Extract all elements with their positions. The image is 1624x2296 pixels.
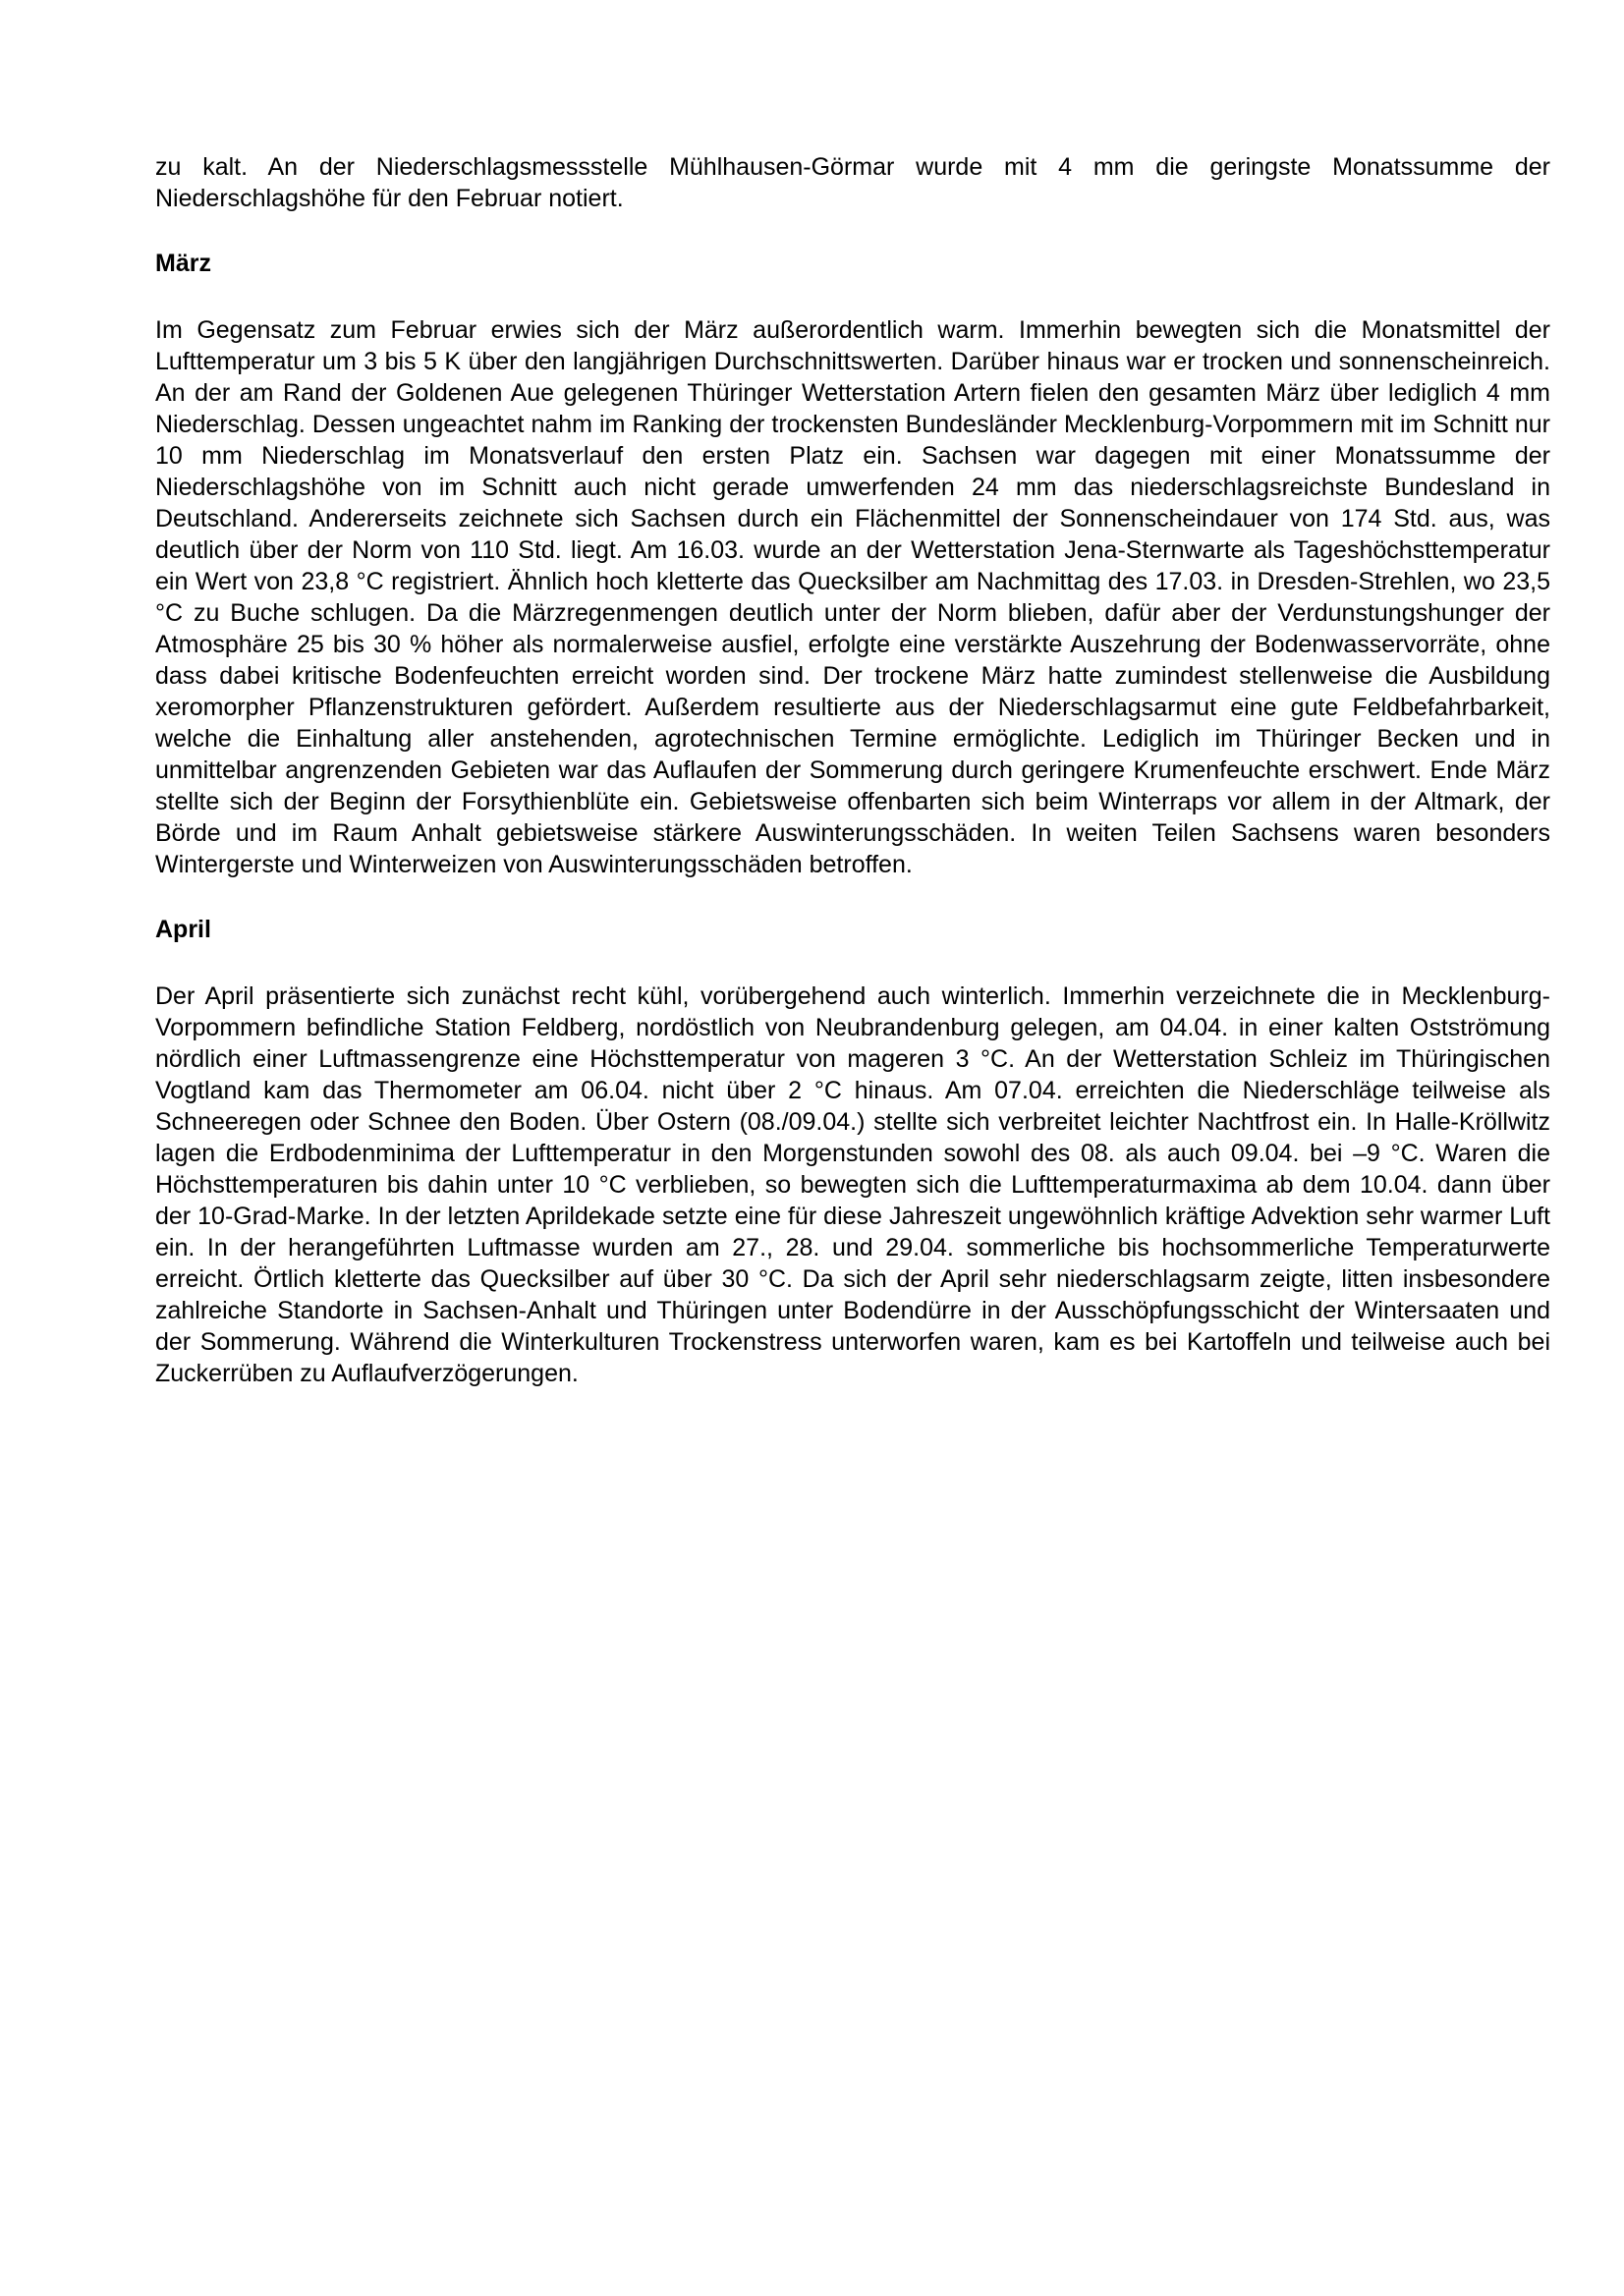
april-heading: April <box>155 916 211 943</box>
march-paragraph: Im Gegensatz zum Februar erwies sich der März außerordentlich warm. Immerhin bewegten sich die Monatsmittel der Lufttemperatur um 3 bis 5 K über den langjährigen Durchschnittswerten. Darüber hinaus war er trocken und sonnenscheinreich. An der am Rand der Goldenen Aue gelegenen Thüringer Wetterstation Artern fielen den gesamten März über lediglich 4 mm Niederschlag. Dessen ungeachtet nahm im Ranking der trockensten Bundesländer Mecklenburg-Vorpommern mit im Schnitt nur 10 mm Niederschlag im Monatsverlauf den ersten Platz ein. Sachsen war dagegen mit einer Monatssumme der Niederschlagshöhe von im Schnitt auch nicht gerade umwerfenden 24 mm das niederschlagsreichste Bundesland in Deutschland. Andererseits zeichnete sich Sachsen durch ein Flächenmittel der Sonnenscheindauer von 174 Std. aus, was deutlich über der Norm von 110 Std. liegt. Am 16.03. wurde an der Wetterstation Jena-Sternwarte als Tageshöchsttemperatur ein Wert von 23,8 °C registriert. Ähnlich hoch kletterte das Quecksilber am Nachmittag des 17.03. in Dresden-Strehlen, wo 23,5 °C zu Buche schlugen. Da die Märzregenmengen deutlich unter der Norm blieben, dafür aber der Verdunstungshunger der Atmosphäre 25 bis 30 % höher als normalerweise ausfiel, erfolgte eine verstärkte Auszehrung der Bodenwasservorräte, ohne dass dabei kritische Bodenfeuchten erreicht worden sind. Der trockene März hatte zumindest stellenweise die Ausbildung xeromorpher Pflanzenstrukturen gefördert. Außerdem resultierte aus der Niederschlagsarmut eine gute Feldbefahrbarkeit, welche die Einhaltung aller anstehenden, agrotechnischen Termine ermöglichte. Lediglich im Thüringer Becken und in unmittelbar angrenzenden Gebieten war das Auflaufen der Sommerung durch geringere Krumenfeuchte erschwert. Ende März stellte sich der Beginn der Forsythienblüte ein. Gebietsweise offenbarten sich beim Winterraps vor allem in der Altmark, der Börde und im Raum Anhalt gebietsweise stärkere Auswinterungsschäden. In weiten Teilen Sachsens waren besonders Wintergerste und Winterweizen von Auswinterungsschäden betroffen. <box>155 316 1550 878</box>
march-heading: März <box>155 250 211 277</box>
intro-paragraph: zu kalt. An der Niederschlagsmessstelle Mühlhausen-Görmar wurde mit 4 mm die geringste Monatssumme der Niederschlagshöhe für den Februar notiert. <box>155 153 1550 212</box>
april-paragraph: Der April präsentierte sich zunächst recht kühl, vorübergehend auch winterlich. Immerhin verzeichnete die in Mecklenburg-Vorpommern befindliche Station Feldberg, nordöstlich von Neubrandenburg gelegen, am 04.04. in einer kalten Ostströmung nördlich einer Luftmassengrenze eine Höchsttemperatur von mageren 3 °C. An der Wetterstation Schleiz im Thüringischen Vogtland kam das Thermometer am 06.04. nicht über 2 °C hinaus. Am 07.04. erreichten die Niederschläge teilweise als Schneeregen oder Schnee den Boden. Über Ostern (08./09.04.) stellte sich verbreitet leichter Nachtfrost ein. In Halle-Kröllwitz lagen die Erdbodenminima der Lufttemperatur in den Morgenstunden sowohl des 08. als auch 09.04. bei –9 °C. Waren die Höchsttemperaturen bis dahin unter 10 °C verblieben, so bewegten sich die Lufttemperaturmaxima ab dem 10.04. dann über der 10-Grad-Marke. In der letzten Aprildekade setzte eine für diese Jahreszeit ungewöhnlich kräftige Advektion sehr warmer Luft ein. In der herangeführten Luftmasse wurden am 27., 28. und 29.04. sommerliche bis hochsommerliche Temperaturwerte erreicht. Örtlich kletterte das Quecksilber auf über 30 °C. Da sich der April sehr niederschlagsarm zeigte, litten insbesondere zahlreiche Standorte in Sachsen-Anhalt und Thüringen unter Bodendürre in der Ausschöpfungsschicht der Wintersaaten und der Sommerung. Während die Winterkulturen Trockenstress unterworfen waren, kam es bei Kartoffeln und teilweise auch bei Zuckerrüben zu Auflaufverzögerungen. <box>155 982 1550 1387</box>
document-page <box>155 151 1550 1389</box>
